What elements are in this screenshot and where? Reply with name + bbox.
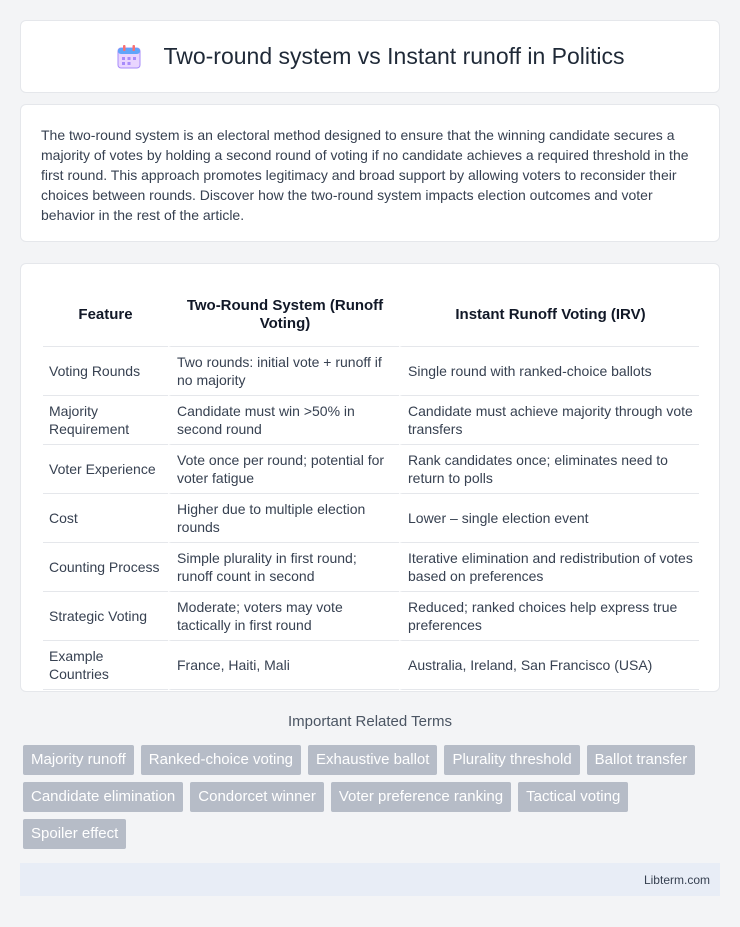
column-header: Feature — [43, 284, 168, 347]
table-row — [43, 592, 699, 641]
tag-condorcet-winner[interactable]: Condorcet winner — [190, 782, 324, 812]
table-cell: Candidate must win >50% in second round — [168, 396, 399, 445]
table-header-row — [43, 284, 699, 347]
table-cell: Lower – single election event — [399, 494, 699, 543]
comparison-table — [43, 284, 699, 690]
table-cell: Strategic Voting — [43, 592, 168, 641]
column-header: Two-Round System (Runoff Voting) — [168, 284, 399, 347]
table-cell: Cost — [43, 494, 168, 543]
tag-ballot-transfer[interactable]: Ballot transfer — [587, 745, 696, 775]
title-card — [20, 20, 720, 93]
table-cell: Voting Rounds — [43, 347, 168, 396]
related-terms-list — [23, 745, 723, 849]
table-row — [43, 445, 699, 494]
table-cell: Rank candidates once; eliminates need to return to polls — [399, 445, 699, 494]
table-cell: Reduced; ranked choices help express true preferences — [399, 592, 699, 641]
table-cell: Moderate; voters may vote tactically in first round — [168, 592, 399, 641]
table-cell: Example Countries — [43, 641, 168, 690]
calendar-icon — [115, 43, 143, 71]
table-cell: France, Haiti, Mali — [168, 641, 399, 690]
tag-exhaustive-ballot[interactable]: Exhaustive ballot — [308, 745, 437, 775]
page-title: Two-round system vs Instant runoff in Politics — [163, 43, 625, 69]
related-terms-title: Important Related Terms — [288, 713, 452, 730]
table-cell: Voter Experience — [43, 445, 168, 494]
table-cell: Counting Process — [43, 543, 168, 592]
table-cell: Candidate must achieve majority through vote transfers — [399, 396, 699, 445]
table-row — [43, 347, 699, 396]
intro-text: The two-round system is an electoral method designed to ensure that the winning candidate secures a majority of votes by holding a second round of voting if no candidate achieves a required threshold in the first round. This approach promotes legitimacy and broad support by allowing voters to reconsider their choices between rounds. Discover how the two-round system impacts election outcomes and voter behavior in the rest of the article. — [41, 127, 689, 223]
intro-card — [20, 104, 720, 242]
tag-plurality-threshold[interactable]: Plurality threshold — [444, 745, 579, 775]
table-row — [43, 494, 699, 543]
table-cell: Iterative elimination and redistribution of votes based on preferences — [399, 543, 699, 592]
table-row — [43, 396, 699, 445]
footer — [20, 863, 720, 896]
table-cell: Vote once per round; potential for voter fatigue — [168, 445, 399, 494]
column-header: Instant Runoff Voting (IRV) — [399, 284, 699, 347]
table-cell: Single round with ranked-choice ballots — [399, 347, 699, 396]
table-cell: Two rounds: initial vote + runoff if no majority — [168, 347, 399, 396]
table-cell: Higher due to multiple election rounds — [168, 494, 399, 543]
footer-link[interactable]: Libterm.com — [643, 872, 710, 887]
table-row — [43, 543, 699, 592]
tag-candidate-elimination[interactable]: Candidate elimination — [23, 782, 183, 812]
tag-majority-runoff[interactable]: Majority runoff — [23, 745, 134, 775]
table-cell: Australia, Ireland, San Francisco (USA) — [399, 641, 699, 690]
tag-ranked-choice-voting[interactable]: Ranked-choice voting — [141, 745, 301, 775]
tag-tactical-voting[interactable]: Tactical voting — [518, 782, 628, 812]
comparison-card — [20, 263, 720, 692]
table-row — [43, 641, 699, 690]
tag-spoiler-effect[interactable]: Spoiler effect — [23, 819, 126, 849]
table-cell: Simple plurality in first round; runoff count in second — [168, 543, 399, 592]
table-cell: Majority Requirement — [43, 396, 168, 445]
tag-voter-preference-ranking[interactable]: Voter preference ranking — [331, 782, 511, 812]
